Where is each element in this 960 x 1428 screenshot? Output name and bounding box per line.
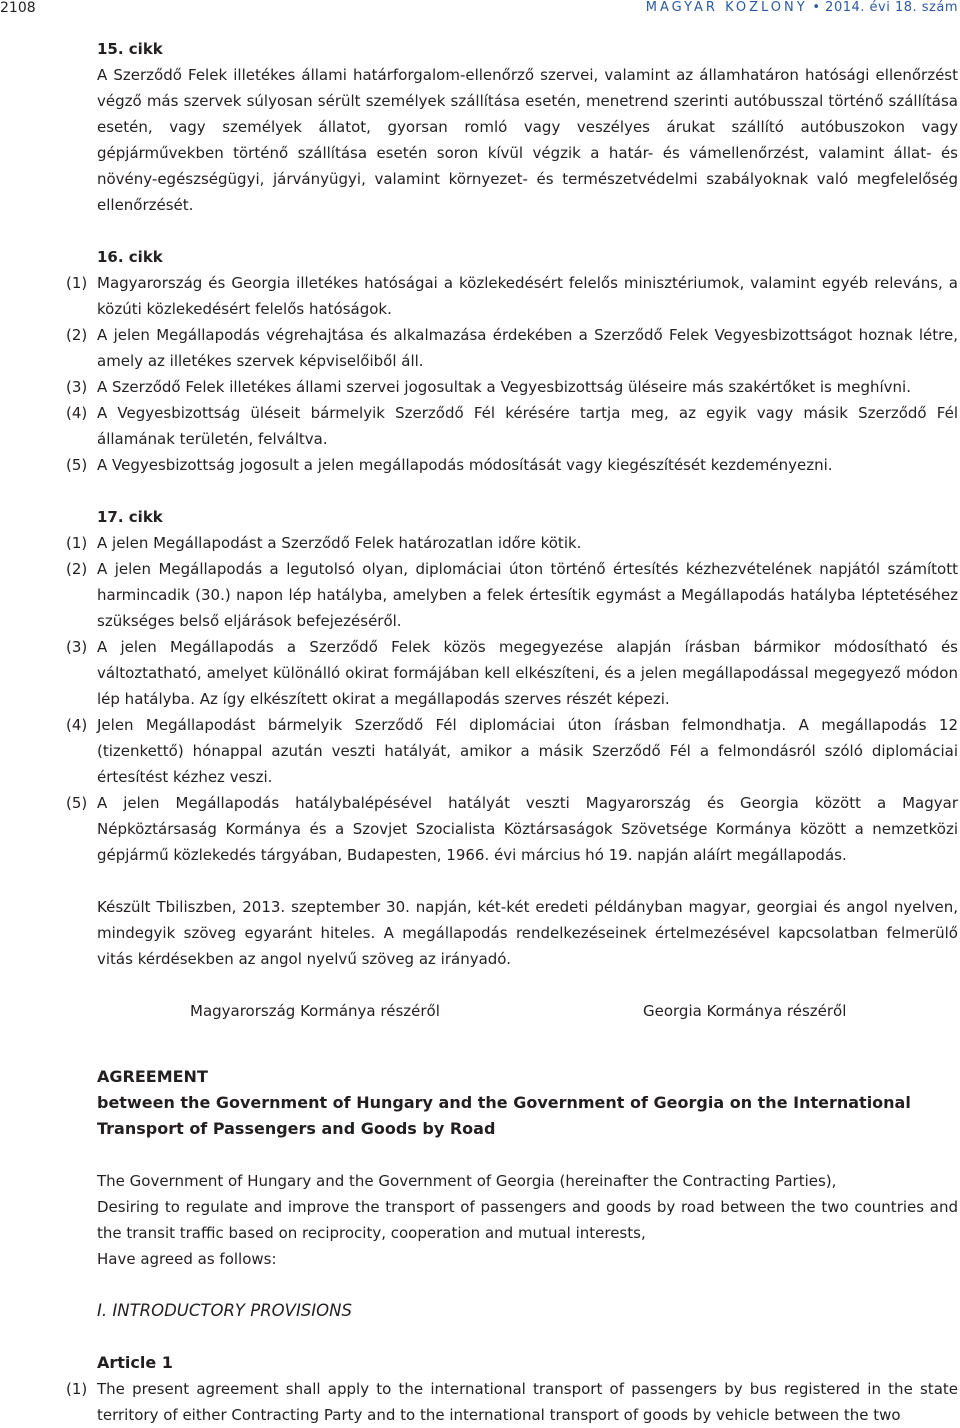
issue-label: 2014. évi 18. szám xyxy=(825,0,958,15)
signature-block xyxy=(0,998,960,1024)
article-16-para-5 xyxy=(0,452,960,478)
preamble-agreed: Have agreed as follows: xyxy=(97,1250,277,1268)
article-1-heading: Article 1 xyxy=(97,1353,173,1372)
para-text: A jelen Megállapodás végrehajtása és alkalmazása érdekében a Szerződő Felek Vegyesbizottságot hoznak létre, amely az illetékes szervek képviselőiből áll. xyxy=(97,326,958,370)
para-number: (1) xyxy=(66,534,88,552)
journal-title: MAGYAR KÖZLÖNY xyxy=(645,0,808,15)
document-body xyxy=(0,36,960,1428)
para-text: A jelen Megállapodás hatálybalépésével hatályát veszti Magyarország és Georgia között a Magyar Népköztársaság Kormánya és a Szovjet Szocialista Köztársaságok Szövetsége Kormánya között a nemzetközi gépjármű közlekedés tárgyában, Budapesten, 1966. évi március hó 19. napján aláírt megállapodás. xyxy=(97,794,958,864)
preamble-desiring: Desiring to regulate and improve the transport of passengers and goods by road between the two countries and the transit traffic based on reciprocity, cooperation and mutual interests, xyxy=(97,1198,958,1242)
para-number: (1) xyxy=(66,274,88,292)
para-text: A Vegyesbizottság üléseit bármelyik Szerződő Fél kérésére tartja meg, az egyik vagy másik Szerződő Fél államának területén, felváltva. xyxy=(97,404,958,448)
closing-text: Készült Tbiliszben, 2013. szeptember 30. napján, két-két eredeti példányban magyar, georgiai és angol nyelven, mindegyik szöveg egyaránt hiteles. A megállapodás rendelkezéseinek értelmezésével kapcsolatban felmerülő vitás kérdésekben az angol nyelvű szöveg az irányadó. xyxy=(97,898,958,968)
signature-hungary: Magyarország Kormánya részéről xyxy=(190,1002,440,1020)
preamble-parties: The Government of Hungary and the Government of Georgia (hereinafter the Contracting Parties), xyxy=(97,1172,837,1190)
journal-info xyxy=(646,0,958,16)
article-16-para-3 xyxy=(0,374,960,400)
para-text: Magyarország és Georgia illetékes hatóságai a közlekedésért felelős minisztériumok, valamint egyéb releváns, a közúti közlekedésért felelős hatóságok. xyxy=(97,274,958,318)
para-text: A jelen Megállapodás a Szerződő Felek közös megegyezése alapján írásban bármikor módosítható és változtatható, amelyet különálló okirat formájában kell elkészíteni, és a jelen megállapodással megegyező módon lép hatályba. Az így elkészített okirat a megállapodás szerves részét képezi. xyxy=(97,638,958,708)
para-number: (1) xyxy=(66,1380,88,1398)
bullet-separator: • xyxy=(812,0,821,15)
para-number: (2) xyxy=(66,326,88,344)
para-text: A jelen Megállapodást a Szerződő Felek határozatlan időre kötik. xyxy=(97,534,582,552)
article-15-text: A Szerződő Felek illetékes állami határforgalom-ellenőrző szervei, valamint az államhatáron hatósági ellenőrzést végző más szervek súlyosan sérült személyek szállítása esetén, menetrend szerinti autóbusszal történő szállítása esetén, vagy személyek állatot, gyorsan romló vagy veszélyes árukat szállító autóbuszokon vagy gépjárművekben történő szállítása esetén soron kívül végzik a határ- és vámellenőrzést, valamint állat- és növény-egészségügyi, járványügyi, valamint környezet- és természetvédelmi szabályoknak való megfelelőség ellenőrzését. xyxy=(97,66,958,214)
article-15-heading: 15. cikk xyxy=(97,40,163,58)
article-17-heading: 17. cikk xyxy=(97,508,163,526)
article-16-para-2 xyxy=(0,322,960,374)
para-number: (2) xyxy=(66,560,88,578)
para-text: A Szerződő Felek illetékes állami szervei jogosultak a Vegyesbizottság üléseire más szakértőket is meghívni. xyxy=(97,378,911,396)
article-1-para-1 xyxy=(0,1376,960,1428)
article-17-para-4 xyxy=(0,712,960,790)
para-text: A Vegyesbizottság jogosult a jelen megállapodás módosítását vagy kiegészítését kezdeményezni. xyxy=(97,456,833,474)
para-number: (5) xyxy=(66,456,88,474)
para-number: (4) xyxy=(66,716,88,734)
agreement-title: between the Government of Hungary and the Government of Georgia on the International Transport of Passengers and Goods by Road xyxy=(97,1093,911,1138)
para-number: (3) xyxy=(66,378,88,396)
page-number: 2108 xyxy=(0,0,36,16)
para-number: (5) xyxy=(66,794,88,812)
article-16-para-4 xyxy=(0,400,960,452)
page-header xyxy=(0,0,960,20)
para-text: Jelen Megállapodást bármelyik Szerződő Fél diplomáciai úton írásban felmondhatja. A megállapodás 12 (tizenkettő) hónappal azután veszti hatályát, amikor a másik Szerződő Fél a felmondásról szóló diplomáciai értesítést kézhez veszi. xyxy=(97,716,958,786)
para-text: The present agreement shall apply to the international transport of passengers by bus registered in the state territory of either Contracting Party and to the international transport of goods by vehicle between the two xyxy=(97,1380,958,1424)
article-16-para-1 xyxy=(0,270,960,322)
article-17-para-5 xyxy=(0,790,960,868)
article-17-para-3 xyxy=(0,634,960,712)
section-heading: I. INTRODUCTORY PROVISIONS xyxy=(97,1301,352,1320)
article-17-para-2 xyxy=(0,556,960,634)
signature-georgia: Georgia Kormánya részéről xyxy=(643,1002,847,1020)
article-16-heading: 16. cikk xyxy=(97,248,163,266)
article-17-para-1 xyxy=(0,530,960,556)
para-number: (4) xyxy=(66,404,88,422)
agreement-label: AGREEMENT xyxy=(97,1067,208,1086)
para-text: A jelen Megállapodás a legutolsó olyan, diplomáciai úton történő értesítés kézhezvételének napjától számított harmincadik (30.) napon lép hatályba, amelyben a felek értesítik egymást a Megállapodás hatályba léptetéséhez szükséges belső eljárások befejezéséről. xyxy=(97,560,958,630)
para-number: (3) xyxy=(66,638,88,656)
